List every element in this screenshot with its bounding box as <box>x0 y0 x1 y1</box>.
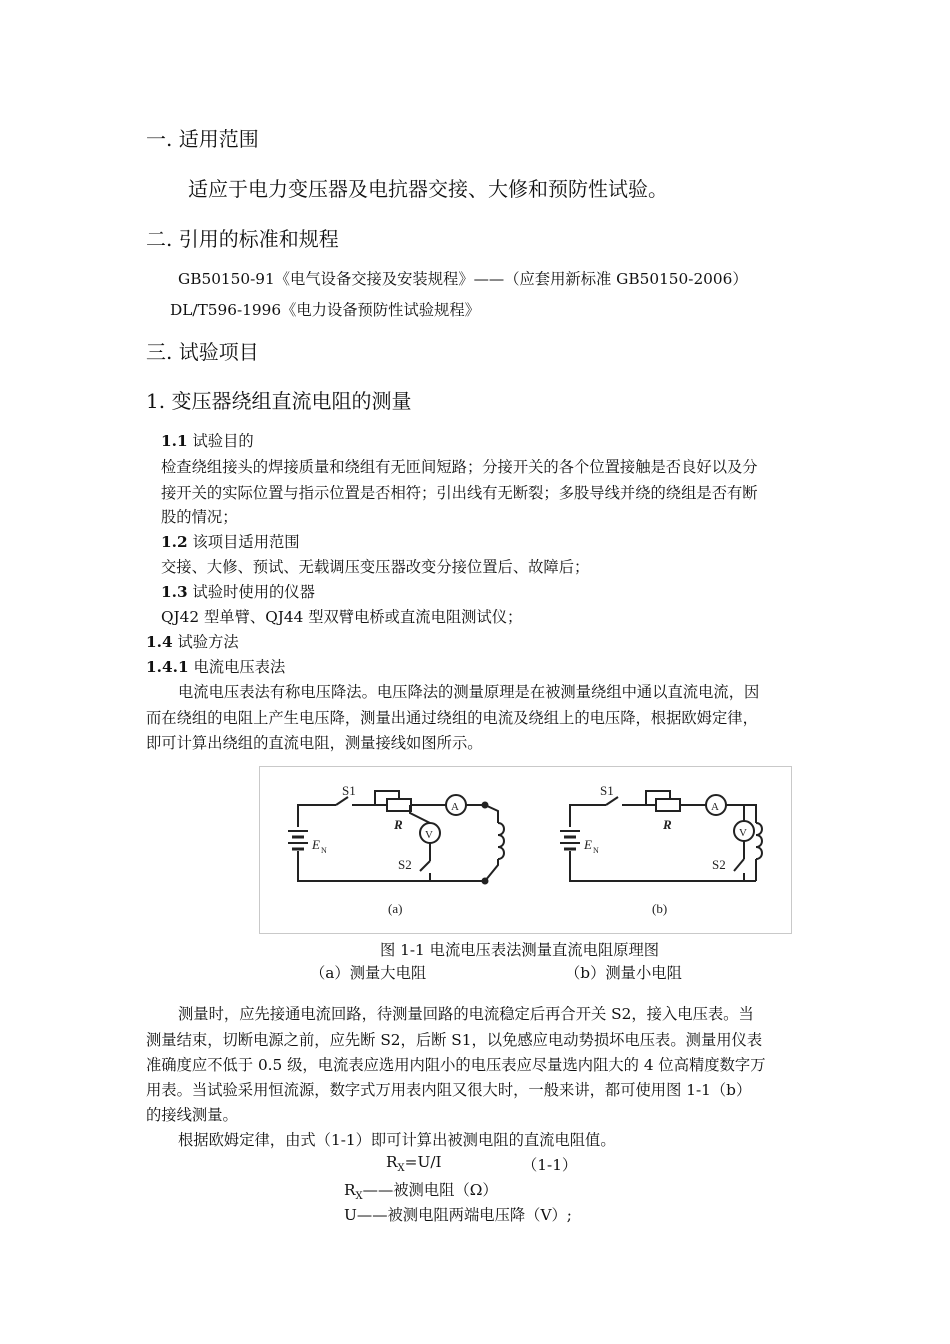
paragraph-line: 测量时，应先接通电流回路，待测量回路的电流稳定后再合开关 S2，接入电压表。当 <box>178 1005 754 1023</box>
label-v: V <box>425 829 433 841</box>
standard-ref-2: DL/T596-1996《电力设备预防性试验规程》 <box>170 301 480 319</box>
paragraph-line: 检查绕组接头的焊接质量和绕组有无匝间短路；分接开关的各个位置接触是否良好以及分 <box>161 458 758 476</box>
paragraph-line: 即可计算出绕组的直流电阻，测量接线如图所示。 <box>146 734 483 752</box>
label-s1: S1 <box>342 783 356 798</box>
formula-number: （1-1） <box>522 1156 578 1174</box>
section-1-title: 一. 适用范围 <box>146 127 259 151</box>
standard-ref-1: GB50150-91《电气设备交接及安装规程》——（应套用新标准 GB50150-2006） <box>178 270 748 288</box>
formula-rest: =U/I <box>404 1153 442 1171</box>
switch-s1-blade <box>336 797 348 805</box>
figure-sub-caption-b: （b）测量小电阻 <box>565 964 682 982</box>
wire <box>298 805 336 827</box>
section-3-title: 三. 试验项目 <box>146 340 259 364</box>
formula-subscript: X <box>397 1163 405 1174</box>
subsection-1-4-1-heading <box>146 655 285 677</box>
label-s1: S1 <box>600 783 614 798</box>
definition-text: ——被测电阻（Ω） <box>362 1181 498 1199</box>
paragraph-line: 用表。当试验采用恒流源，数字式万用表内阻又很大时，一般来讲，都可使用图 1-1（b） <box>146 1081 752 1099</box>
definition-u: U——被测电阻两端电压降（V）; <box>344 1206 572 1224</box>
wire <box>570 805 606 827</box>
definition-r: R <box>344 1181 356 1199</box>
formula <box>386 1153 442 1174</box>
subsection-title: 试验时使用的仪器 <box>192 583 315 601</box>
label-e: E <box>312 837 320 852</box>
wire <box>298 851 485 881</box>
definition-subscript: X <box>355 1191 363 1202</box>
circuit-a <box>288 787 504 884</box>
label-e-sub: N <box>593 846 599 855</box>
paragraph-line: 接开关的实际位置与指示位置是否相符；引出线有无断裂；多股导线并绕的绕组是否有断 <box>161 484 758 502</box>
label-r: R <box>663 817 672 832</box>
subsection-1-1-heading <box>161 429 254 451</box>
label-e: E <box>584 837 592 852</box>
label-a-caption: (a) <box>388 901 403 916</box>
switch-s2-blade <box>420 861 430 871</box>
label-b-caption: (b) <box>652 901 668 916</box>
winding-coil <box>756 823 762 859</box>
label-e-sub: N <box>321 846 327 855</box>
label-s2: S2 <box>398 857 412 872</box>
label-a: A <box>711 801 719 813</box>
circuit-a-labels <box>311 783 459 916</box>
label-s2: S2 <box>712 857 726 872</box>
paragraph-line: 交接、大修、预试、无载调压变压器改变分接位置后、故障后； <box>161 558 590 576</box>
section-1-text: 适应于电力变压器及电抗器交接、大修和预防性试验。 <box>188 177 668 201</box>
subsection-number: 1.1 <box>161 432 188 450</box>
subsection-number: 1.3 <box>161 583 188 601</box>
circuit-b <box>560 791 762 881</box>
switch-s1-blade <box>606 797 618 805</box>
subsection-title: 试验目的 <box>192 432 254 450</box>
subsection-number: 1.2 <box>161 533 188 551</box>
circuit-figure <box>259 766 792 934</box>
wire <box>410 805 430 823</box>
label-v: V <box>739 827 747 839</box>
section-2-title: 二. 引用的标准和规程 <box>146 227 339 251</box>
paragraph-line: 的接线测量。 <box>146 1106 238 1124</box>
subsection-title: 电流电压表法 <box>193 658 286 676</box>
paragraph-line: 而在绕组的电阻上产生电压降，测量出通过绕组的电流及绕组上的电压降，根据欧姆定律， <box>146 709 758 727</box>
formula-r: R <box>386 1153 398 1171</box>
figure-caption: 图 1-1 电流电压表法测量直流电阻原理图 <box>380 941 660 959</box>
wire <box>485 859 498 881</box>
paragraph-line: 测量结束，切断电源之前，应先断 S2，后断 S1，以免感应电动势损坏电压表。测量用仪表 <box>146 1031 763 1049</box>
definition-rx <box>344 1178 498 1200</box>
wire <box>570 851 756 881</box>
label-r: R <box>394 817 403 832</box>
item-1-title: 1. 变压器绕组直流电阻的测量 <box>146 389 412 413</box>
circuit-diagram <box>260 767 791 933</box>
paragraph-line: 电流电压表法有称电压降法。电压降法的测量原理是在被测量绕组中通以直流电流，因 <box>178 683 760 701</box>
switch-s2-blade <box>734 859 744 871</box>
subsection-1-4-heading <box>146 630 239 652</box>
subsection-title: 该项目适用范围 <box>192 533 300 551</box>
subsection-number: 1.4.1 <box>146 658 189 676</box>
subsection-1-3-heading <box>161 580 315 602</box>
paragraph-line: 准确度应不低于 0.5 级，电流表应选用内阻小的电压表应尽量选内阻大的 4 位高精度数字万 <box>146 1056 766 1074</box>
rheostat-r <box>387 799 411 811</box>
wire <box>726 805 756 823</box>
subsection-title: 试验方法 <box>177 633 239 651</box>
subsection-number: 1.4 <box>146 633 173 651</box>
winding-coil <box>498 823 504 859</box>
paragraph-line: 股的情况； <box>161 508 238 526</box>
label-a: A <box>451 801 459 813</box>
subsection-1-2-heading <box>161 530 300 552</box>
rheostat-r <box>656 799 680 811</box>
paragraph-line: QJ42 型单臂、QJ44 型双臂电桥或直流电阻测试仪； <box>161 608 523 626</box>
paragraph-line: 根据欧姆定律，由式（1-1）即可计算出被测电阻的直流电阻值。 <box>178 1131 616 1149</box>
figure-sub-caption-a: （a）测量大电阻 <box>310 964 427 982</box>
